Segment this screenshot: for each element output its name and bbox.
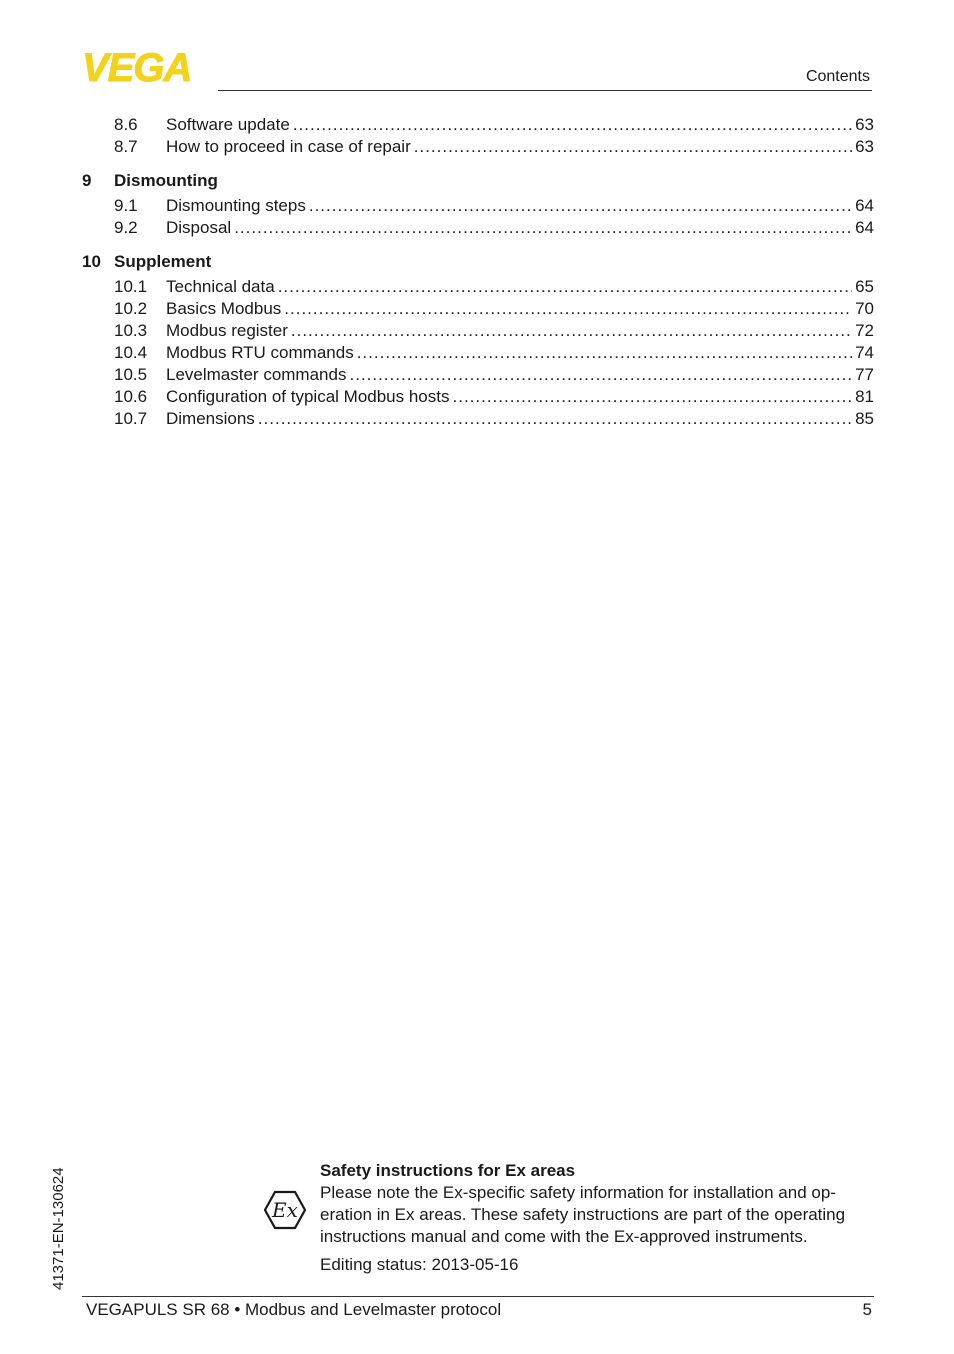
toc-entry[interactable] [82,364,874,386]
toc-dot-leader [291,320,852,342]
toc-entry[interactable] [82,342,874,364]
toc-entry[interactable] [82,195,874,217]
logo-text: VEGA [82,50,192,84]
toc-entry-number: 8.7 [114,137,138,156]
toc-entry-page: 74 [855,343,874,362]
document-code: 41371-EN-130624 [50,1167,67,1290]
toc-entry-page: 64 [855,196,874,215]
toc-entry[interactable] [82,298,874,320]
toc-chapter-number: 10 [82,252,101,271]
toc-entry-page: 85 [855,409,874,428]
toc-chapter-title: Supplement [114,252,212,271]
toc-entry-page: 77 [855,365,874,384]
editing-status: Editing status: 2013-05-16 [320,1255,519,1274]
header-section-title: Contents [805,68,870,85]
toc-dot-leader [258,408,852,430]
toc-entry-title: Levelmaster commands [166,365,347,384]
toc-entry-title: Software update [166,115,290,134]
toc-dot-leader [284,298,852,320]
toc-entry[interactable] [82,114,874,136]
toc-dot-leader [414,136,852,158]
toc-entry-title: Dimensions [166,409,255,428]
toc-entry-number: 10.1 [114,277,148,296]
toc-entry-number: 10.2 [114,299,148,318]
footer-document-title: VEGAPULS SR 68 • Modbus and Levelmaster protocol [86,1300,502,1319]
toc-entry-page: 63 [855,137,874,156]
safety-title: Safety instructions for Ex areas [320,1161,576,1180]
vega-logo [82,50,212,84]
toc-entry-number: 9.1 [114,196,138,215]
toc-dot-leader [349,364,852,386]
toc-entry[interactable] [82,276,874,298]
toc-dot-leader [453,386,853,408]
safety-notice [320,1160,880,1276]
toc-entry-title: Modbus RTU commands [166,343,354,362]
toc-entry-page: 72 [855,321,874,340]
toc-entry[interactable] [82,136,874,158]
toc-entry-number: 9.2 [114,218,138,237]
table-of-contents [82,114,874,430]
toc-entry-number: 8.6 [114,115,138,134]
toc-entry-page: 81 [855,387,874,406]
toc-entry-page: 65 [855,277,874,296]
toc-entry-number: 10.3 [114,321,148,340]
toc-entry-title: Technical data [166,277,275,296]
toc-entry[interactable] [82,320,874,342]
footer-rule [82,1296,874,1297]
safety-body: Please note the Ex-specific safety information for installation and op-eration in Ex areas. These safety instructions are part of the operating instructions manual and come with the Ex-approved instruments. [320,1183,846,1246]
toc-entry[interactable] [82,217,874,239]
toc-chapter-heading[interactable] [82,170,874,192]
toc-entry-title: How to proceed in case of repair [166,137,411,156]
toc-entry-number: 10.7 [114,409,148,428]
toc-chapter-number: 9 [82,171,92,190]
toc-entry-number: 10.5 [114,365,148,384]
ex-hexagon-icon [264,1190,306,1230]
toc-dot-leader [293,114,852,136]
footer-page-number: 5 [862,1300,872,1319]
toc-dot-leader [278,276,852,298]
toc-entry-page: 70 [855,299,874,318]
toc-chapter-heading[interactable] [82,251,874,273]
toc-dot-leader [357,342,852,364]
svg-text:Ex: Ex [272,1198,298,1222]
toc-entry-page: 64 [855,218,874,237]
toc-entry-title: Dismounting steps [166,196,306,215]
toc-chapter-title: Dismounting [114,171,218,190]
toc-dot-leader [234,217,852,239]
toc-entry-number: 10.6 [114,387,148,406]
toc-entry-number: 10.4 [114,343,148,362]
toc-entry-title: Basics Modbus [166,299,282,318]
toc-entry-page: 63 [855,115,874,134]
toc-entry-title: Configuration of typical Modbus hosts [166,387,450,406]
toc-dot-leader [309,195,852,217]
toc-entry[interactable] [82,408,874,430]
header-rule [218,90,872,91]
toc-entry[interactable] [82,386,874,408]
toc-entry-title: Modbus register [166,321,288,340]
toc-entry-title: Disposal [166,218,232,237]
